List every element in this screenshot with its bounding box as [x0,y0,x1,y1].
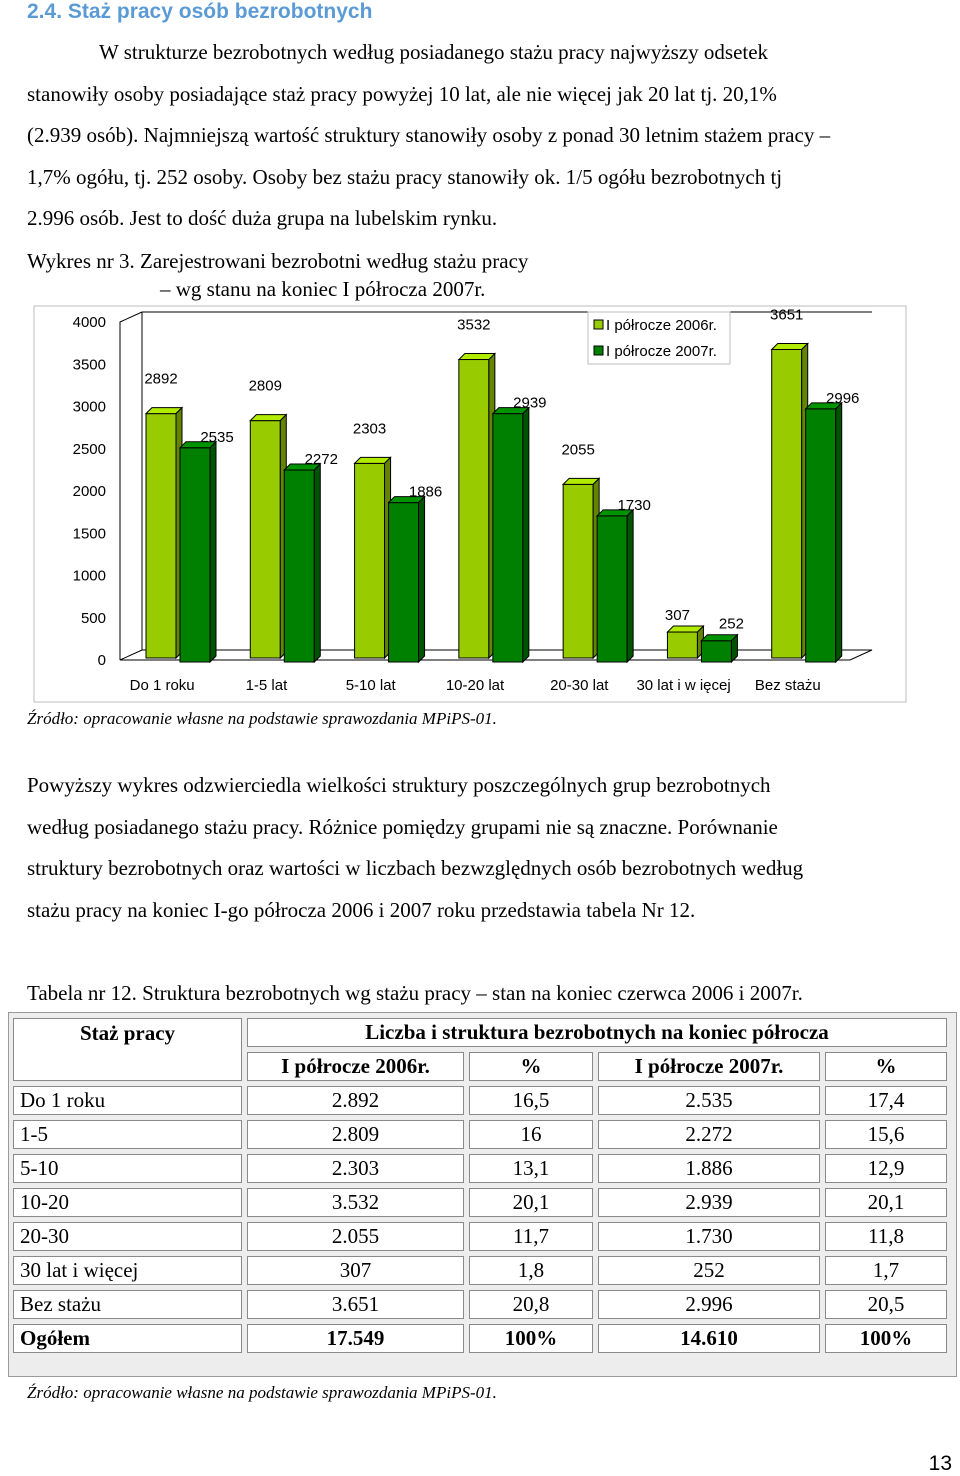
table-row [13,1256,947,1285]
chart-caption: Wykres nr 3. Zarejestrowani bezrobotni według stażu pracy [27,249,529,273]
section-heading: 2.4. Staż pracy osób bezrobotnych [27,0,373,23]
row-label: Bez stażu [13,1290,242,1319]
bar-front [667,632,697,658]
cell-pct-2007: 15,6 [825,1120,947,1149]
header-pct-2006: % [469,1052,593,1081]
cell-pct-2006: 1,8 [469,1256,593,1285]
data-label: 252 [718,615,744,633]
cell-pct-2006: 13,1 [469,1154,593,1183]
data-label: 2272 [304,451,338,469]
legend-swatch [594,346,603,355]
y-tick-label: 2500 [72,440,106,458]
bar-side [210,442,216,662]
bar-front [459,360,489,658]
intro-paragraph [27,32,954,240]
after-line: Powyższy wykres odzwierciedla wielkości struktury poszczególnych grup bezrobotnych [27,773,771,797]
cell-2007: 2.939 [598,1188,820,1217]
bar-side [523,408,529,662]
legend-label: I półrocze 2007r. [606,343,717,360]
x-tick-label: 10-20 lat [445,677,505,694]
table-title: Tabela nr 12. Struktura bezrobotnych wg stażu pracy – stan na koniec czerwca 2006 i 2007r. [27,981,803,1005]
table-row [13,1222,947,1251]
cell-2007: 1.730 [598,1222,820,1251]
intro-line: W strukturze bezrobotnych według posiadanego stażu pracy najwyższy odsetek [99,40,769,64]
bar-front [597,516,627,662]
bar-side [419,497,425,662]
row-label: 1-5 [13,1120,242,1149]
table-header-row [13,1018,947,1047]
chart-container [0,300,960,710]
x-tick-label: Bez stażu [754,677,821,694]
chart-source: Źródło: opracowanie własne na podstawie sprawozdania MPiPS-01. [27,709,497,728]
table-row [13,1120,947,1149]
cell-2006: 3.532 [247,1188,464,1217]
table-row [13,1086,947,1115]
row-label: 10-20 [13,1188,242,1217]
cell-2006: 2.055 [247,1222,464,1251]
chart-caption-subtitle: – wg stanu na koniec I półrocza 2007r. [160,277,486,301]
bar-front [806,409,836,662]
x-tick-label: Do 1 roku [129,677,195,694]
total-pct-2006: 100% [469,1324,593,1353]
cell-pct-2007: 20,1 [825,1188,947,1217]
intro-line: 1,7% ogółu, tj. 252 osoby. Osoby bez stażu pracy stanowiły ok. 1/5 ogółu bezrobotnych tj [27,164,783,189]
data-label: 2939 [513,394,547,412]
y-tick-label: 3000 [72,398,106,416]
data-label: 1730 [617,496,651,514]
header-2007: I półrocze 2007r. [598,1052,820,1081]
header-stage: Staż pracy [13,1018,242,1081]
y-tick-label: 500 [80,609,106,627]
y-tick-label: 2000 [72,483,106,500]
cell-pct-2006: 16 [469,1120,593,1149]
bar-front [180,448,210,662]
bar-front [493,414,523,662]
cell-pct-2007: 12,9 [825,1154,947,1183]
data-label: 1886 [408,483,443,501]
y-tick-label: 3500 [72,356,106,374]
cell-2007: 1.886 [598,1154,820,1183]
header-pct-2007: % [825,1052,947,1081]
table-row [13,1154,947,1183]
cell-2007: 2.535 [598,1086,820,1115]
cell-2006: 2.809 [247,1120,464,1149]
x-tick-label: 20-30 lat [550,677,609,694]
cell-pct-2007: 11,8 [825,1222,947,1251]
cell-pct-2006: 16,5 [469,1086,593,1115]
row-label: 30 lat i więcej [13,1256,242,1285]
bar-front [701,641,731,662]
header-group: Liczba i struktura bezrobotnych na koniec półrocza [247,1018,947,1047]
bar-front [563,484,593,658]
cell-pct-2007: 1,7 [825,1256,947,1285]
bar-chart [0,300,960,710]
total-2007: 14.610 [598,1324,820,1353]
cell-2007: 2.272 [598,1120,820,1149]
data-label: 307 [664,607,690,625]
data-table [8,1013,952,1358]
page-number: 13 [928,1452,952,1475]
after-paragraph [27,765,954,931]
y-tick-label: 4000 [72,314,106,331]
bar-front [355,463,385,658]
bar-side [314,464,320,662]
cell-2006: 2.303 [247,1154,464,1183]
y-tick-label: 1500 [72,525,106,543]
bar-front [772,349,802,658]
table-total-row [13,1324,947,1353]
cell-pct-2006: 11,7 [469,1222,593,1251]
row-label: 5-10 [13,1154,242,1183]
header-2006: I półrocze 2006r. [247,1052,464,1081]
intro-line: (2.939 osób). Najmniejszą wartość struktury stanowiły osoby z ponad 30 letnim stażem pracy – [27,123,831,147]
data-label: 3651 [770,306,804,324]
data-label: 2055 [561,441,595,459]
after-line: struktury bezrobotnych oraz wartości w liczbach bezwzględnych osób bezrobotnych według [27,856,804,880]
cell-2006: 3.651 [247,1290,464,1319]
bar-front [284,470,314,662]
data-label: 2996 [826,389,860,407]
intro-line: 2.996 osób. Jest to dość duża grupa na lubelskim rynku. [27,206,498,230]
cell-pct-2006: 20,1 [469,1188,593,1217]
table-row [13,1290,947,1319]
data-label: 2809 [248,377,282,395]
data-label: 3532 [457,316,491,334]
legend-label: I półrocze 2006r. [606,317,717,334]
x-tick-label: 1-5 lat [245,677,288,694]
total-label: Ogółem [13,1324,242,1353]
y-tick-label: 1000 [72,567,106,585]
data-label: 2892 [144,370,178,388]
bar-side [836,403,842,662]
cell-2006: 307 [247,1256,464,1285]
x-tick-label: 5-10 lat [345,677,396,694]
row-label: Do 1 roku [13,1086,242,1115]
bar-side [627,510,633,662]
intro-line: stanowiły osoby posiadające staż pracy powyżej 10 lat, ale nie więcej jak 20 lat tj. 20,1% [27,81,777,106]
cell-pct-2006: 20,8 [469,1290,593,1319]
x-tick-label: 30 lat i w ięcej [636,677,731,694]
after-line: stażu pracy na koniec I-go półrocza 2006 i 2007 roku przedstawia tabela Nr 12. [27,897,696,922]
bar-front [389,503,419,662]
total-pct-2007: 100% [825,1324,947,1353]
total-2006: 17.549 [247,1324,464,1353]
table-source: Źródło: opracowanie własne na podstawie sprawozdania MPiPS-01. [27,1383,497,1402]
bar-front [250,421,280,658]
data-label: 2535 [200,428,234,446]
y-tick-label: 0 [97,652,106,669]
cell-2006: 2.892 [247,1086,464,1115]
table-row [13,1188,947,1217]
legend-swatch [594,320,603,329]
cell-pct-2007: 17,4 [825,1086,947,1115]
bar-front [146,414,176,658]
cell-2007: 252 [598,1256,820,1285]
cell-2007: 2.996 [598,1290,820,1319]
row-label: 20-30 [13,1222,242,1251]
after-line: według posiadanego stażu pracy. Różnice pomiędzy grupami nie są znaczne. Porównanie [27,814,778,839]
data-label: 2303 [352,420,387,438]
cell-pct-2007: 20,5 [825,1290,947,1319]
